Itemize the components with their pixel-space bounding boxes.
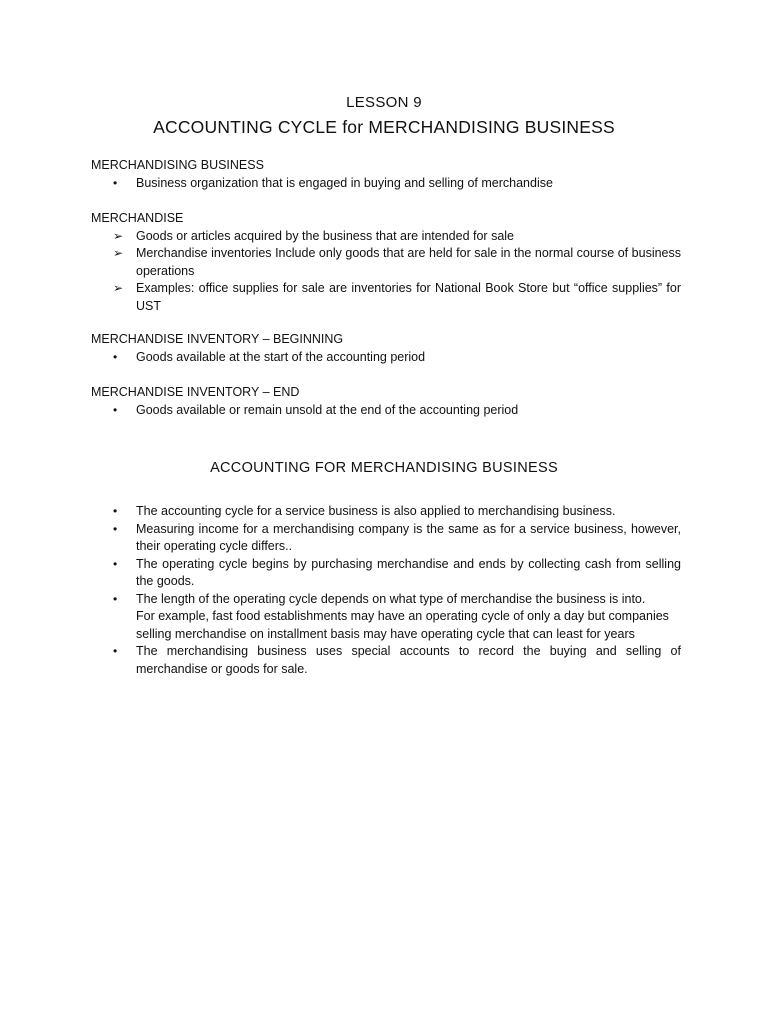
bullet-icon: • [113, 402, 118, 417]
list-item-text: Merchandise inventories Include only goods that are held for sale in the normal course of business operations [136, 246, 681, 278]
section-inventory-end [91, 384, 681, 419]
arrow-bullet-icon: ➢ [113, 246, 124, 260]
list-item-text: Examples: office supplies for sale are inventories for National Book Store but “office supplies” for UST [136, 281, 681, 313]
list-item-text: Goods or articles acquired by the business that are intended for sale [136, 228, 514, 243]
list-item-continuation: For example, fast food establishments may have an operating cycle of only a day but companies [136, 609, 669, 623]
list-item [91, 591, 681, 644]
bullet-icon: • [113, 521, 118, 536]
list-item [91, 402, 681, 420]
section-heading: MERCHANDISE [91, 211, 184, 225]
section-merchandising-business [91, 157, 681, 192]
page-title: ACCOUNTING CYCLE for MERCHANDISING BUSINESS [153, 117, 615, 137]
list-item [91, 521, 681, 556]
bullet-icon: • [113, 504, 118, 518]
list-item-text: The merchandising business uses special accounts to record the buying and selling of merchandise or goods for sale. [136, 644, 681, 676]
list-item-text: Goods available or remain unsold at the end of the accounting period [136, 402, 519, 417]
bullet-icon: • [113, 349, 118, 364]
section-merchandise [91, 210, 681, 315]
list-item [91, 643, 681, 678]
list-item [91, 280, 681, 315]
list-item [91, 245, 681, 280]
bullet-list [91, 349, 681, 367]
bullet-list [91, 402, 681, 420]
section-accounting [91, 503, 681, 678]
list-item-text: The operating cycle begins by purchasing merchandise and ends by collecting cash from selling the goods. [136, 556, 681, 588]
bullet-icon: • [113, 175, 118, 190]
lesson-number: LESSON 9 [346, 94, 422, 111]
bullet-icon: • [113, 591, 118, 606]
list-item [91, 556, 681, 591]
list-item [91, 349, 681, 367]
arrow-bullet-icon: ➢ [113, 281, 124, 295]
section-heading: MERCHANDISE INVENTORY – END [91, 385, 300, 399]
bullet-icon: • [113, 556, 118, 571]
bullet-icon: • [113, 644, 118, 658]
bullet-list [91, 503, 681, 678]
section-heading: MERCHANDISE INVENTORY – BEGINNING [91, 332, 344, 346]
list-item-text: Goods available at the start of the accounting period [136, 349, 426, 364]
arrow-list [91, 228, 681, 316]
arrow-bullet-icon: ➢ [113, 228, 124, 243]
section-heading: MERCHANDISING BUSINESS [91, 158, 264, 172]
list-item-continuation: selling merchandise on installment basis may have operating cycle that can least for years [136, 626, 635, 641]
list-item [91, 175, 681, 193]
list-item [91, 503, 681, 521]
list-item-text: Business organization that is engaged in buying and selling of merchandise [136, 175, 553, 190]
list-item-text: Measuring income for a merchandising company is the same as for a service business, however, their operating cycle differs.. [136, 521, 681, 553]
section-inventory-beginning [91, 331, 681, 366]
bullet-list [91, 175, 681, 193]
list-item [91, 228, 681, 246]
list-item-text: The length of the operating cycle depends on what type of merchandise the business is into. [136, 591, 646, 606]
list-item-text: The accounting cycle for a service business is also applied to merchandising business. [136, 504, 616, 518]
section-title-accounting: ACCOUNTING FOR MERCHANDISING BUSINESS [210, 460, 558, 476]
